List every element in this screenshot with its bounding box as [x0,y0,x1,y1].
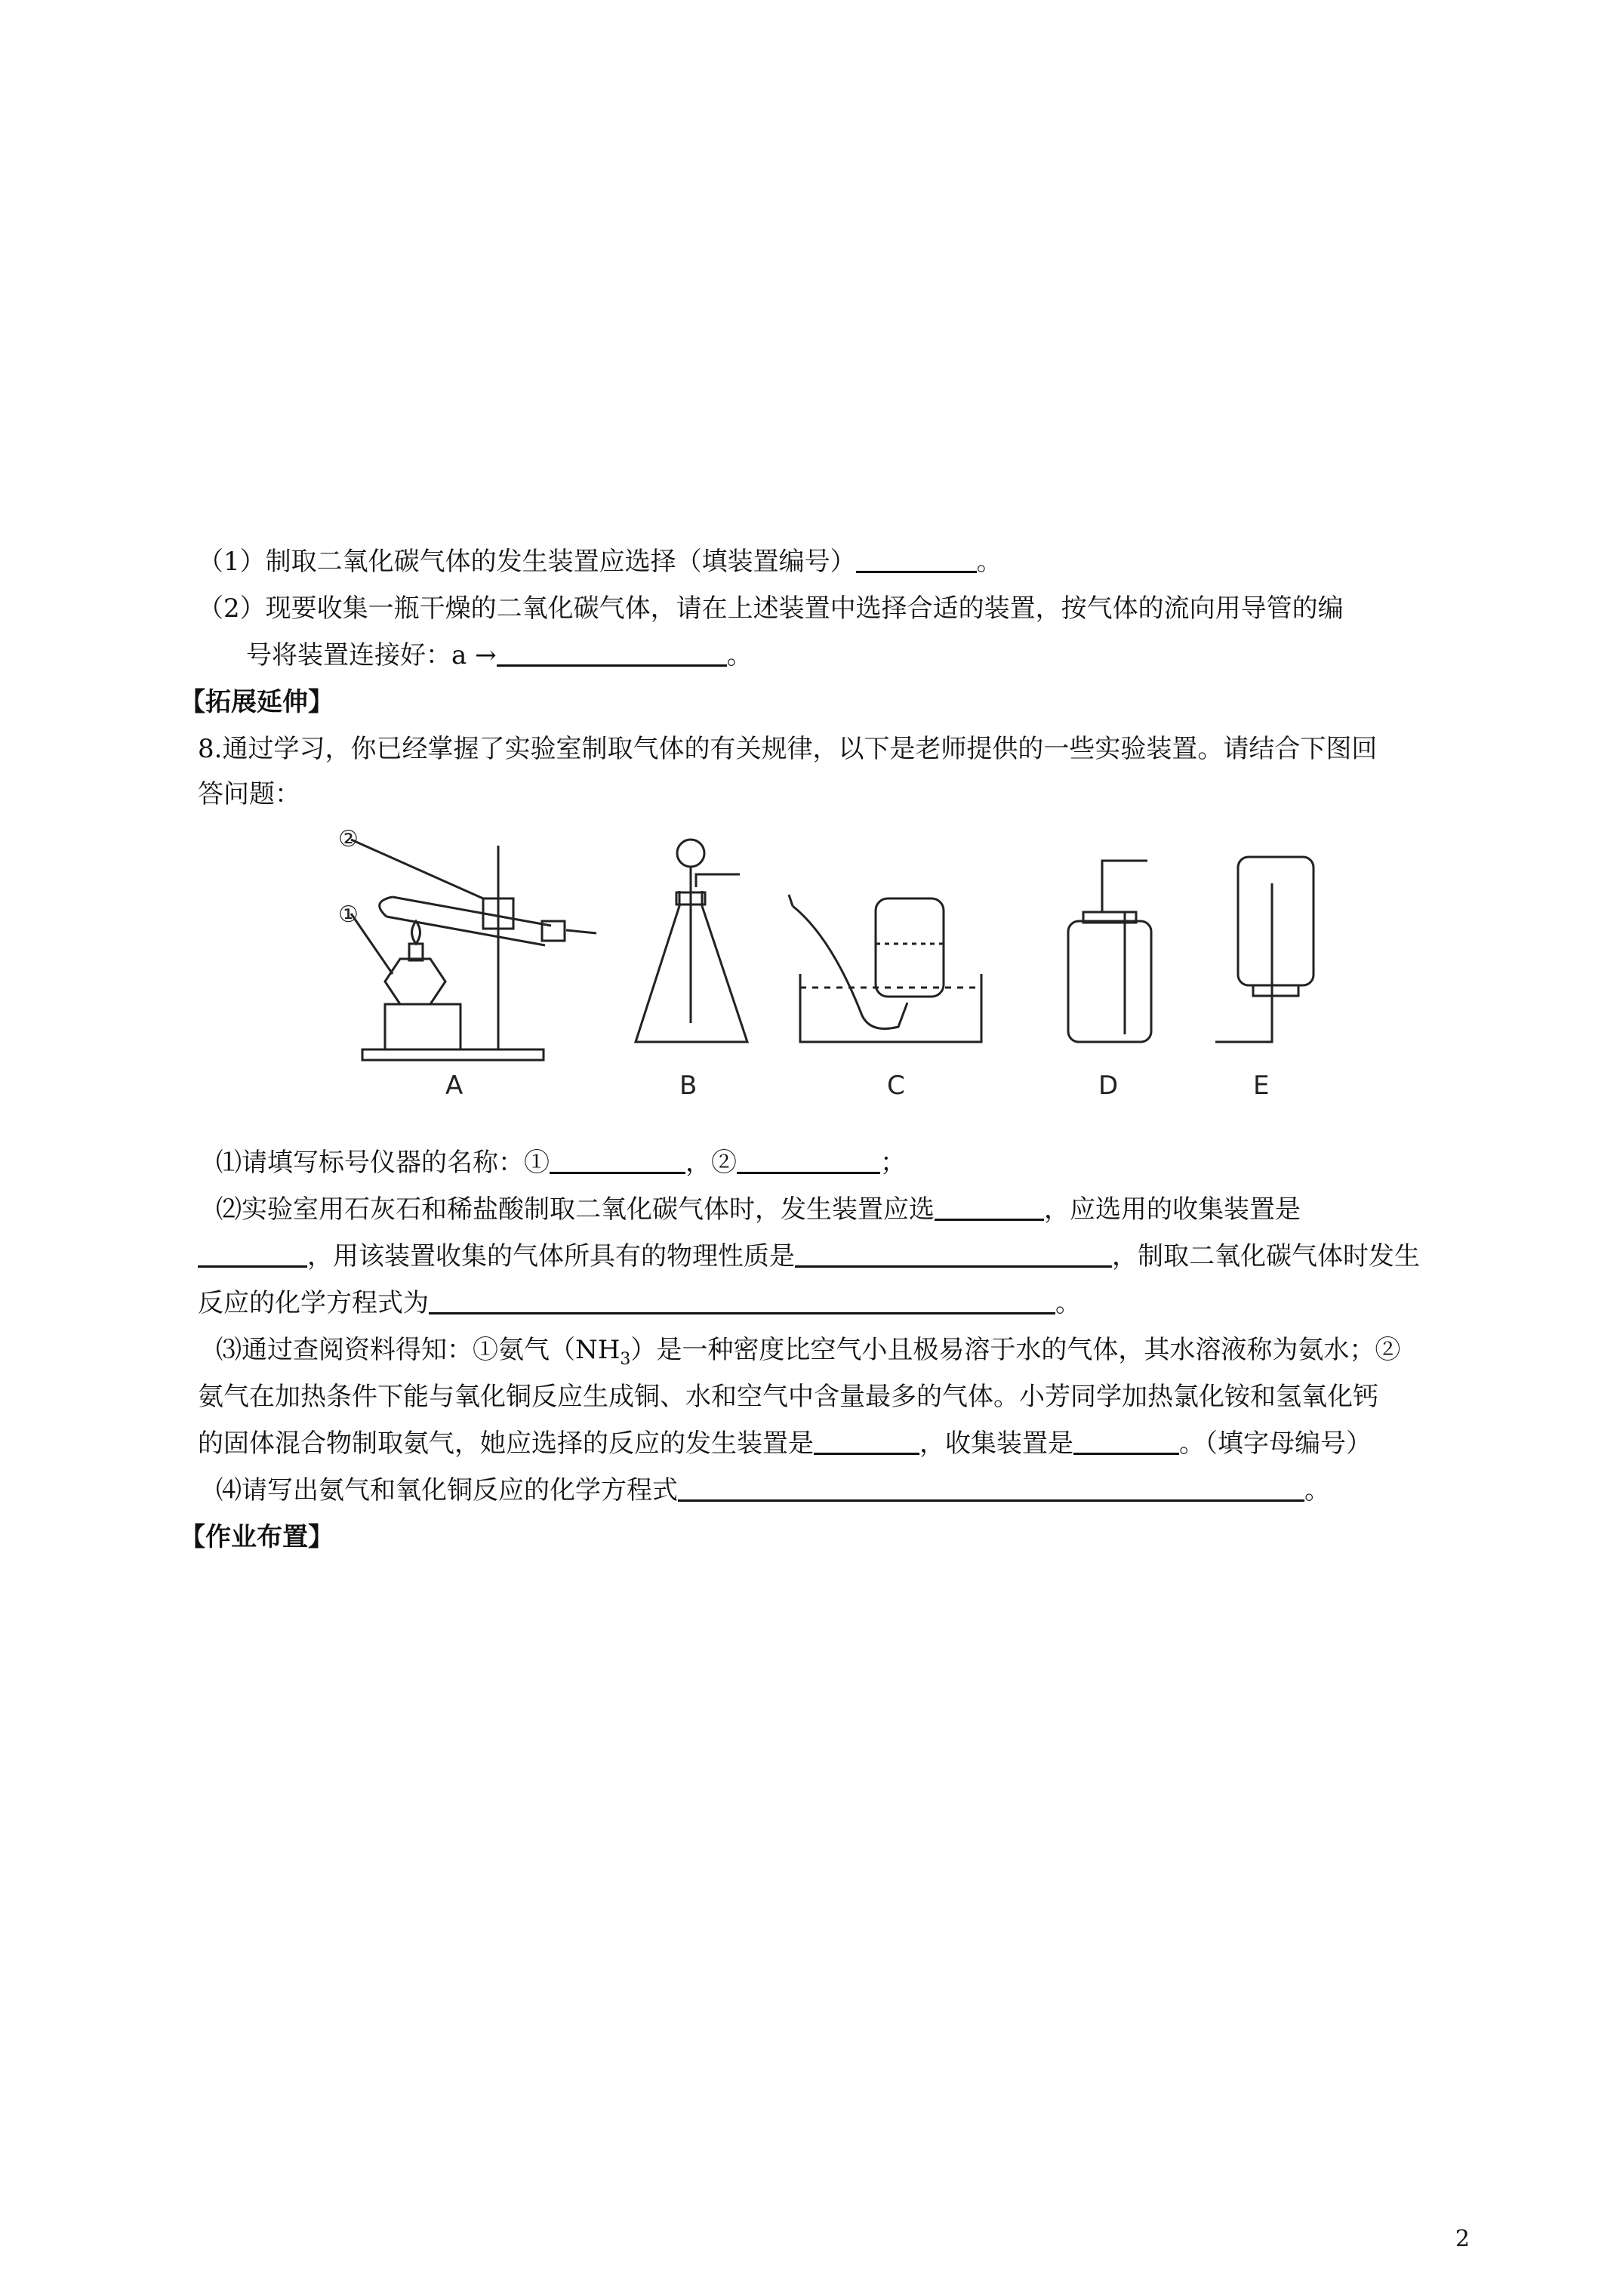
answer-blank[interactable] [497,642,727,667]
q7-part2-line1: （2）现要收集一瓶干燥的二氧化碳气体，请在上述装置中选择合适的装置，按气体的流向用导管的编 [198,593,1344,624]
answer-blank[interactable] [429,1290,1055,1314]
label-e: E [1253,1071,1270,1101]
answer-blank[interactable] [737,1149,880,1174]
q8-sub2-line1: ⑵实验室用石灰石和稀盐酸制取二氧化碳气体时，发生装置应选 ，应选用的收集装置是 [216,1194,1301,1225]
apparatus-e [1215,857,1313,1042]
page-number: 2 [1455,2226,1470,2252]
answer-blank[interactable] [198,1243,307,1268]
q8-intro-line1: 8.通过学习，你已经掌握了实验室制取气体的有关规律，以下是老师提供的一些实验装置。请结合下图回 [198,734,1378,764]
apparatus-d [1068,861,1151,1042]
q8-intro-line2: 答问题： [198,779,300,809]
mark-2: ② [338,826,359,852]
label-a: A [445,1071,463,1101]
answer-blank[interactable] [678,1477,1304,1502]
label-c: C [887,1071,905,1101]
q8-sub2-line3: 反应的化学方程式为 。 [198,1288,1081,1318]
mark-1: ① [338,901,359,928]
answer-blank[interactable] [1073,1430,1179,1455]
q8-sub1: ⑴请填写标号仪器的名称：① ，② ； [216,1148,906,1178]
q8-sub4: ⑷请写出氨气和氧化铜反应的化学方程式 。 [216,1475,1330,1505]
apparatus-b [636,840,747,1042]
answer-blank[interactable] [856,548,977,573]
section-heading-homework: 【作业布置】 [180,1522,334,1552]
answer-blank[interactable] [550,1149,685,1174]
q8-sub3-line3: 的固体混合物制取氨气，她应选择的反应的发生装置是 ，收集装置是 。（填字母编号） [198,1428,1372,1459]
apparatus-figure [338,823,1329,1110]
q7-part1: （1）制取二氧化碳气体的发生装置应选择（填装置编号） 。 [198,547,1002,577]
answer-blank[interactable] [795,1243,1112,1268]
label-d: D [1098,1071,1119,1101]
q8-sub2-line2: ，用该装置收集的气体所具有的物理性质是 ，制取二氧化碳气体时发生 [198,1240,1420,1273]
section-heading-extend: 【拓展延伸】 [180,687,334,717]
q8-sub3-line1: ⑶通过查阅资料得知：①氨气$(NH_3)$是一种密度比空气小且极易溶于水的气体，其水溶液称为氨水；② [216,1335,1401,1369]
label-b: B [679,1071,698,1101]
q7-part1-text: （1）制取二氧化碳气体的发生装置应选择（填装置编号） [198,547,856,577]
answer-blank[interactable] [814,1430,919,1455]
q8-sub3-line2: 氨气在加热条件下能与氧化铜反应生成铜、水和空气中含量最多的气体。小芳同学加热氯化铵和氢氧化钙 [198,1382,1378,1412]
answer-blank[interactable] [935,1196,1044,1221]
q7-part2-line2: 号将装置连接好：a → 。 [246,640,753,670]
arrow-icon: → [475,640,497,670]
apparatus-c [789,895,981,1042]
apparatus-drawing [347,823,1329,1110]
apparatus-a [351,840,596,1060]
